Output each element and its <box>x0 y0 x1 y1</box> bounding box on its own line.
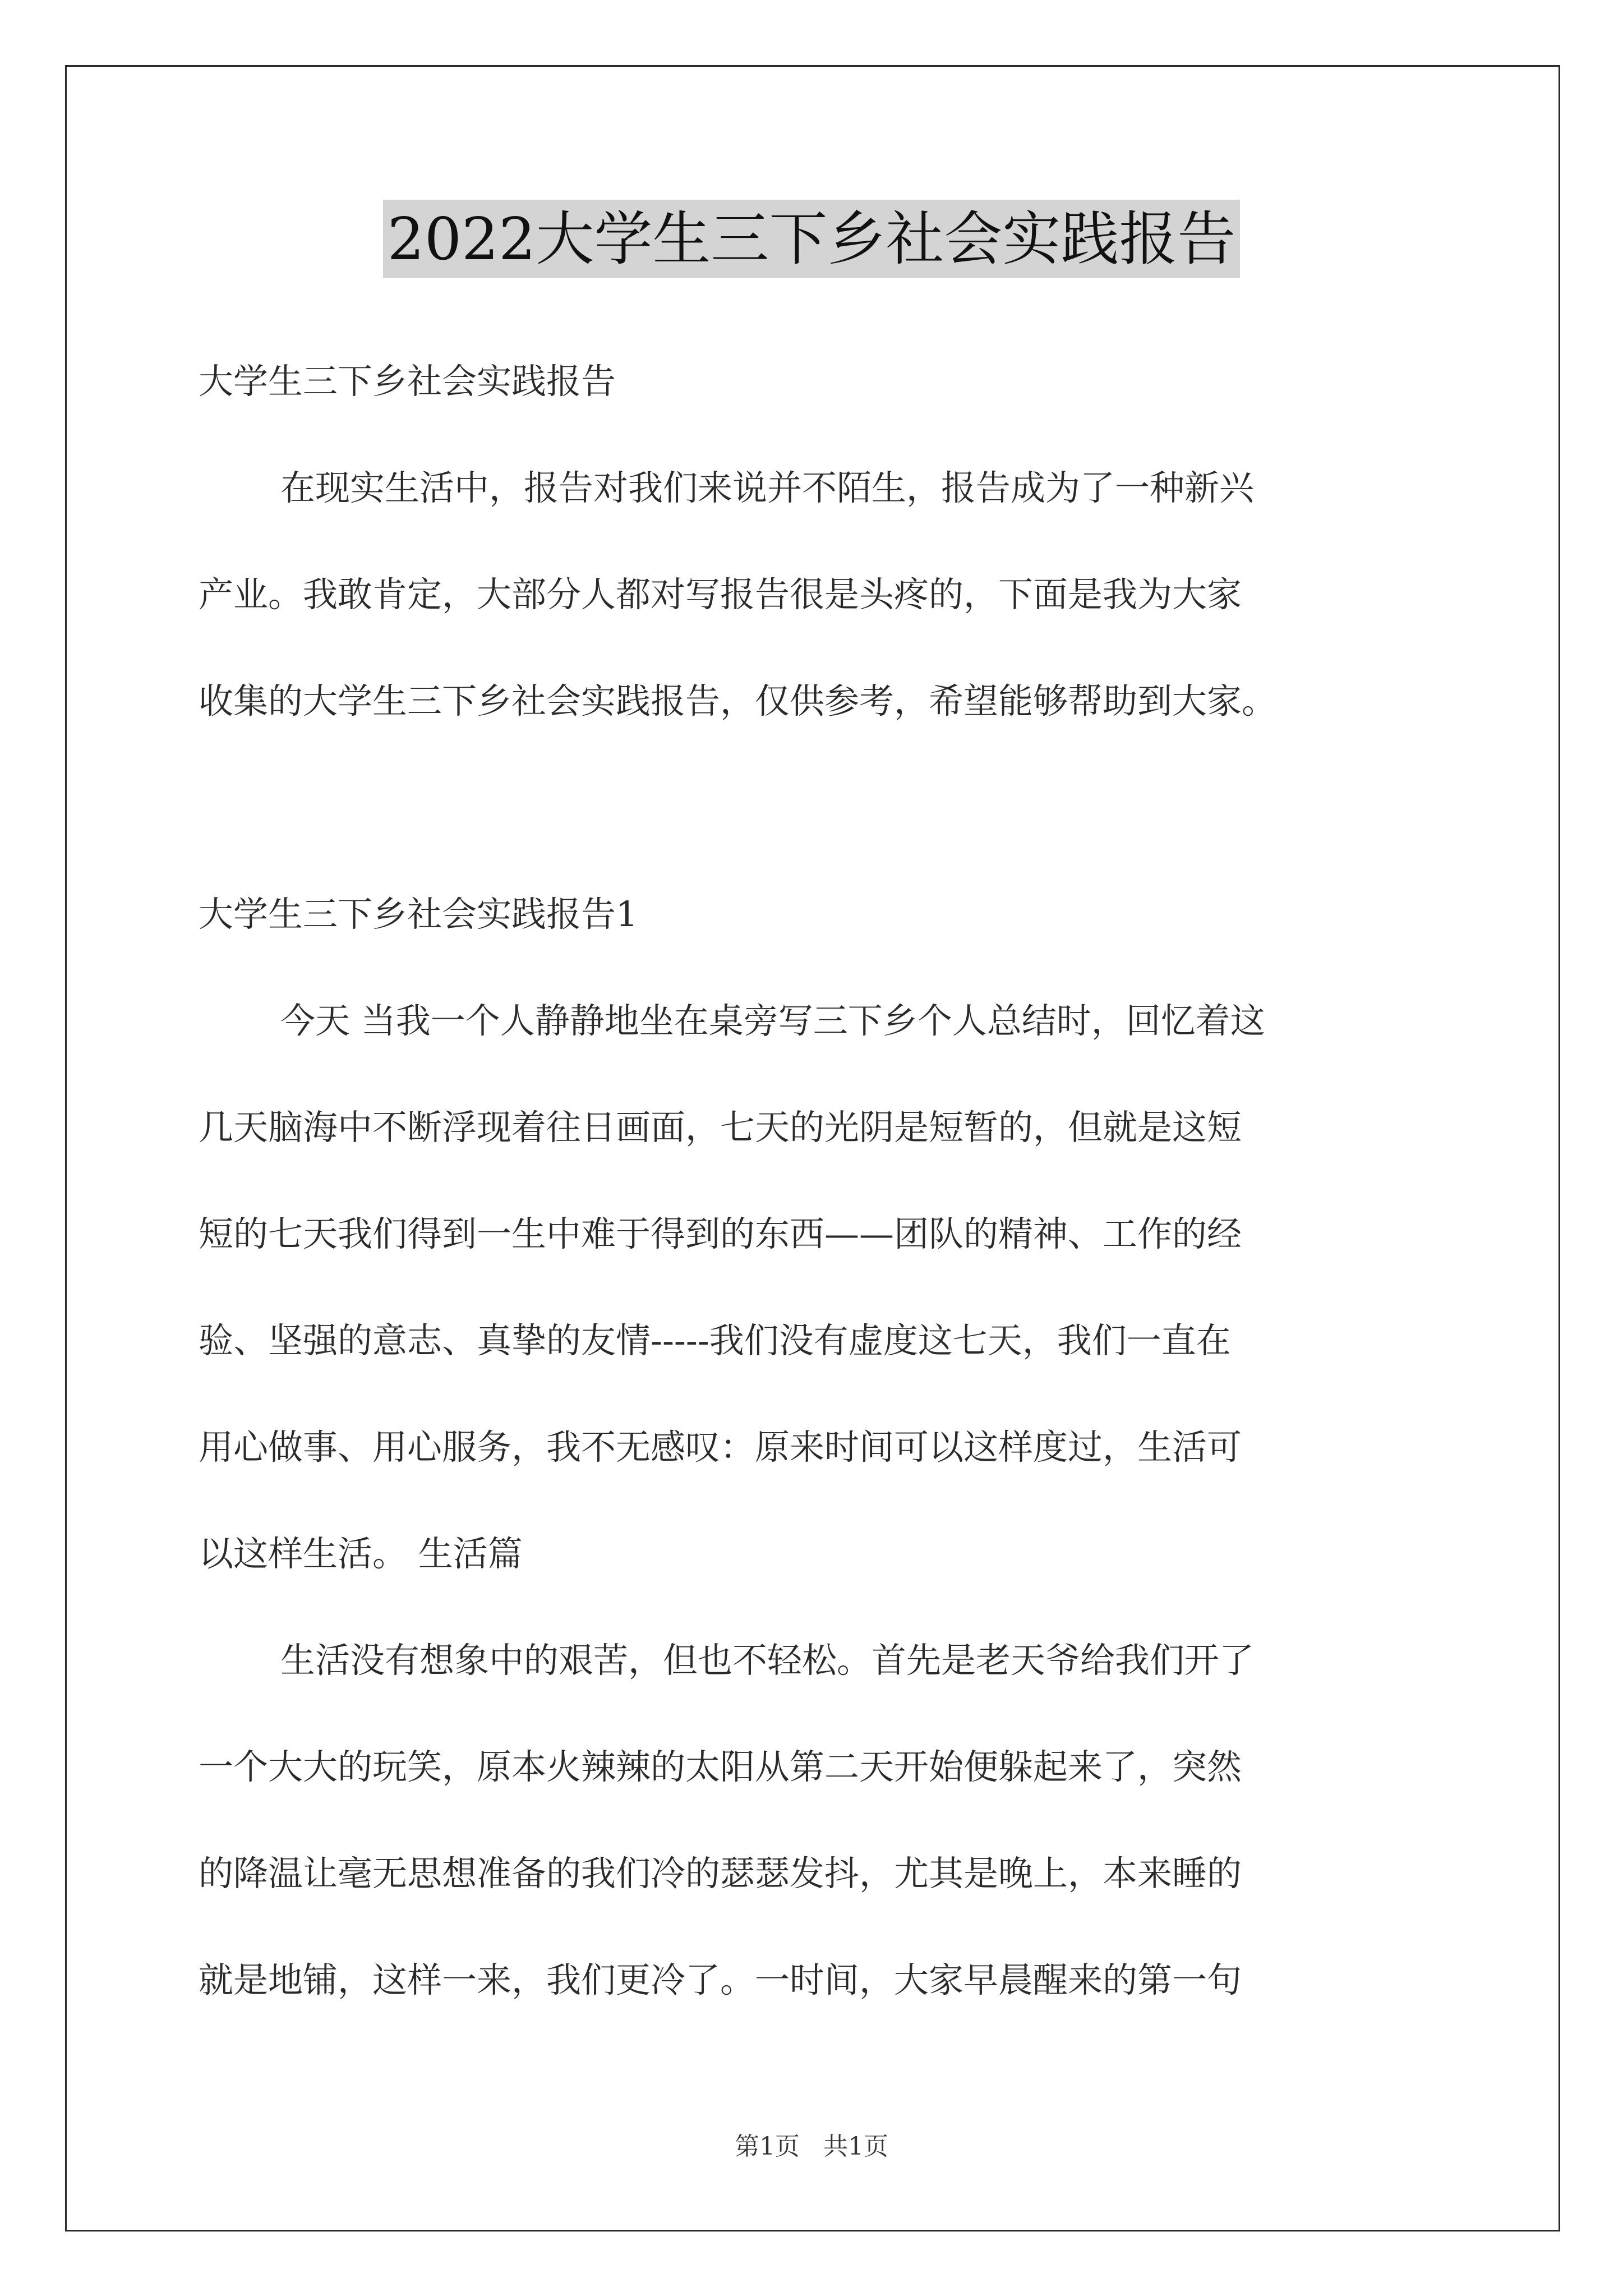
paragraph-line: 生活没有想象中的艰苦，但也不轻松。首先是老天爷给我们开了 <box>280 1640 1255 1681</box>
document-body <box>199 328 1432 2033</box>
paragraph-line: 今天 当我一个人静静地坐在桌旁写三下乡个人总结时，回忆着这 <box>280 1000 1265 1041</box>
paragraph-line: 以这样生活。 生活篇 <box>199 1533 523 1574</box>
intro-line: 在现实生活中，报告对我们来说并不陌生，报告成为了一种新兴 <box>280 467 1255 508</box>
document-title: 2022大学生三下乡社会实践报告 <box>383 200 1241 278</box>
subtitle: 大学生三下乡社会实践报告 <box>199 361 616 402</box>
title-wrap <box>0 200 1623 278</box>
blank-line <box>199 754 1432 861</box>
paragraph-line: 一个大大的玩笑，原本火辣辣的太阳从第二天开始便躲起来了，突然 <box>199 1746 1242 1787</box>
section-heading: 大学生三下乡社会实践报告1 <box>199 894 638 935</box>
paragraph-line: 验、坚强的意志、真挚的友情-----我们没有虚度这七天，我们一直在 <box>199 1320 1231 1361</box>
page-footer: 第1页 共1页 <box>735 2132 888 2161</box>
paragraph-line: 的降温让毫无思想准备的我们冷的瑟瑟发抖，尤其是晚上，本来睡的 <box>199 1853 1242 1894</box>
intro-line: 收集的大学生三下乡社会实践报告，仅供参考，希望能够帮助到大家。 <box>199 680 1277 721</box>
paragraph-line: 几天脑海中不断浮现着往日画面，七天的光阴是短暂的，但就是这短 <box>199 1107 1242 1148</box>
paragraph-line: 用心做事、用心服务，我不无感叹：原来时间可以这样度过，生活可 <box>199 1427 1242 1467</box>
paragraph-line: 短的七天我们得到一生中难于得到的东西——团队的精神、工作的经 <box>199 1213 1242 1254</box>
intro-line: 产业。我敢肯定，大部分人都对写报告很是头疼的，下面是我为大家 <box>199 574 1242 615</box>
paragraph-line: 就是地铺，这样一来，我们更冷了。一时间，大家早晨醒来的第一句 <box>199 1959 1242 2000</box>
